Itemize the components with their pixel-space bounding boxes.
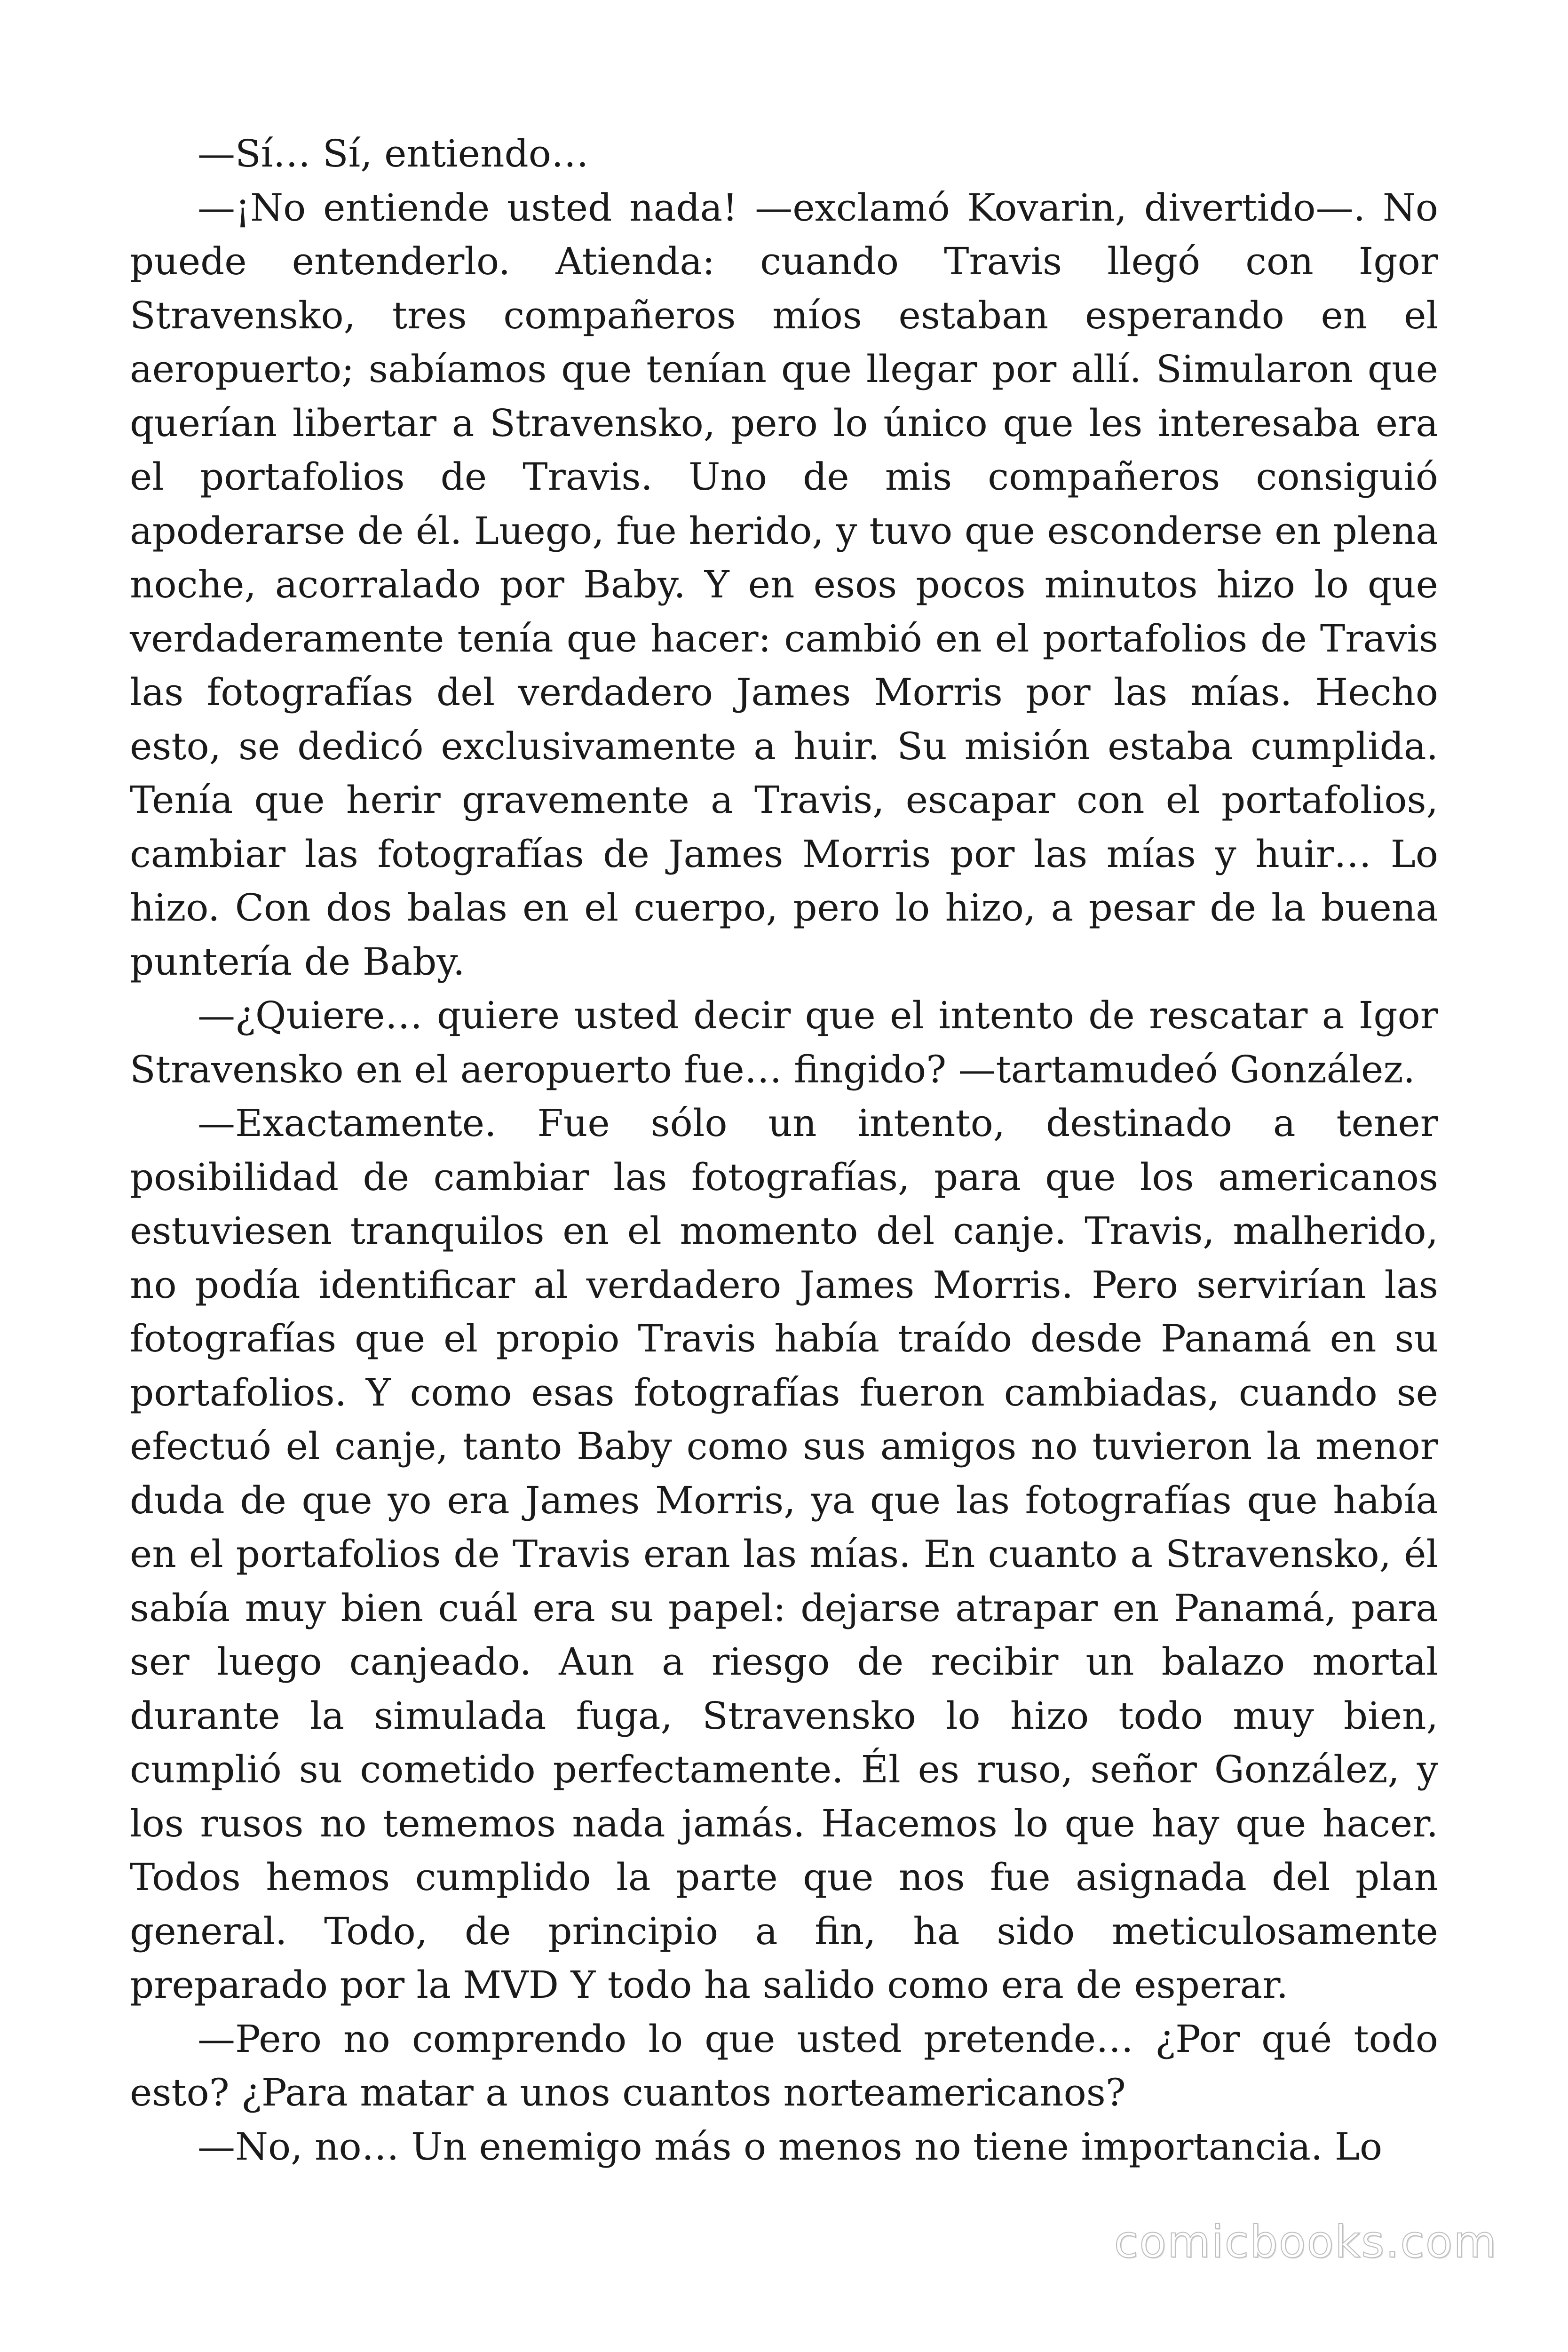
page-body [130,127,1438,2174]
paragraph-1: —Sí… Sí, entiendo… [198,132,589,175]
paragraph-5: —Pero no comprendo lo que usted pretende… ¿Por qué todo esto? ¿Para matar a unos cuantos norteamericanos? [130,2017,1438,2114]
paragraph-3: —¿Quiere… quiere usted decir que el intento de rescatar a Igor Stravensko en el aeropuerto fue… fingido? —tartamudeó González. [130,993,1438,1091]
paragraph-2: —¡No entiende usted nada! —exclamó Kovarin, divertido—. No puede entenderlo. Atienda: cuando Travis llegó con Igor Stravensko, tres compañeros míos estaban esperando en el aeropuerto; sabíamos que tenían que llegar por allí. Simularon que querían libertar a Stravensko, pero lo único que les interesaba era el portafolios de Travis. Uno de mis compañeros consiguió apoderarse de él. Luego, fue herido, y tuvo que esconderse en plena noche, acorralado por Baby. Y en esos pocos minutos hizo lo que verdaderamente tenía que hacer: cambió en el portafolios de Travis las fotografías del verdadero James Morris por las mías. Hecho esto, se dedicó exclusivamente a huir. Su misión estaba cumplida. Tenía que herir gravemente a Travis, escapar con el portafolios, cambiar las fotografías de James Morris por las mías y huir… Lo hizo. Con dos balas en el cuerpo, pero lo hizo, a pesar de la buena puntería de Baby. [130,185,1438,984]
paragraph-6: —No, no… Un enemigo más o menos no tiene importancia. Lo [198,2124,1383,2169]
watermark-logo: comicbooks.com [1114,2217,1497,2268]
paragraph-4: —Exactamente. Fue sólo un intento, destinado a tener posibilidad de cambiar las fotografías, para que los americanos estuviesen tranquilos en el momento del canje. Travis, malherido, no podía identificar al verdadero James Morris. Pero servirían las fotografías que el propio Travis había traído desde Panamá en su portafolios. Y como esas fotografías fueron cambiadas, cuando se efectuó el canje, tanto Baby como sus amigos no tuvieron la menor duda de que yo era James Morris, ya que las fotografías que había en el portafolios de Travis eran las mías. En cuanto a Stravensko, él sabía muy bien cuál era su papel: dejarse atrapar en Panamá, para ser luego canjeado. Aun a riesgo de recibir un balazo mortal durante la simulada fuga, Stravensko lo hizo todo muy bien, cumplió su cometido perfectamente. Él es ruso, señor González, y los rusos no tememos nada jamás. Hacemos lo que hay que hacer. Todos hemos cumplido la parte que nos fue asignada del plan general. Todo, de principio a fin, ha sido meticulosamente preparado por la MVD Y todo ha salido como era de esperar. [130,1101,1438,2007]
